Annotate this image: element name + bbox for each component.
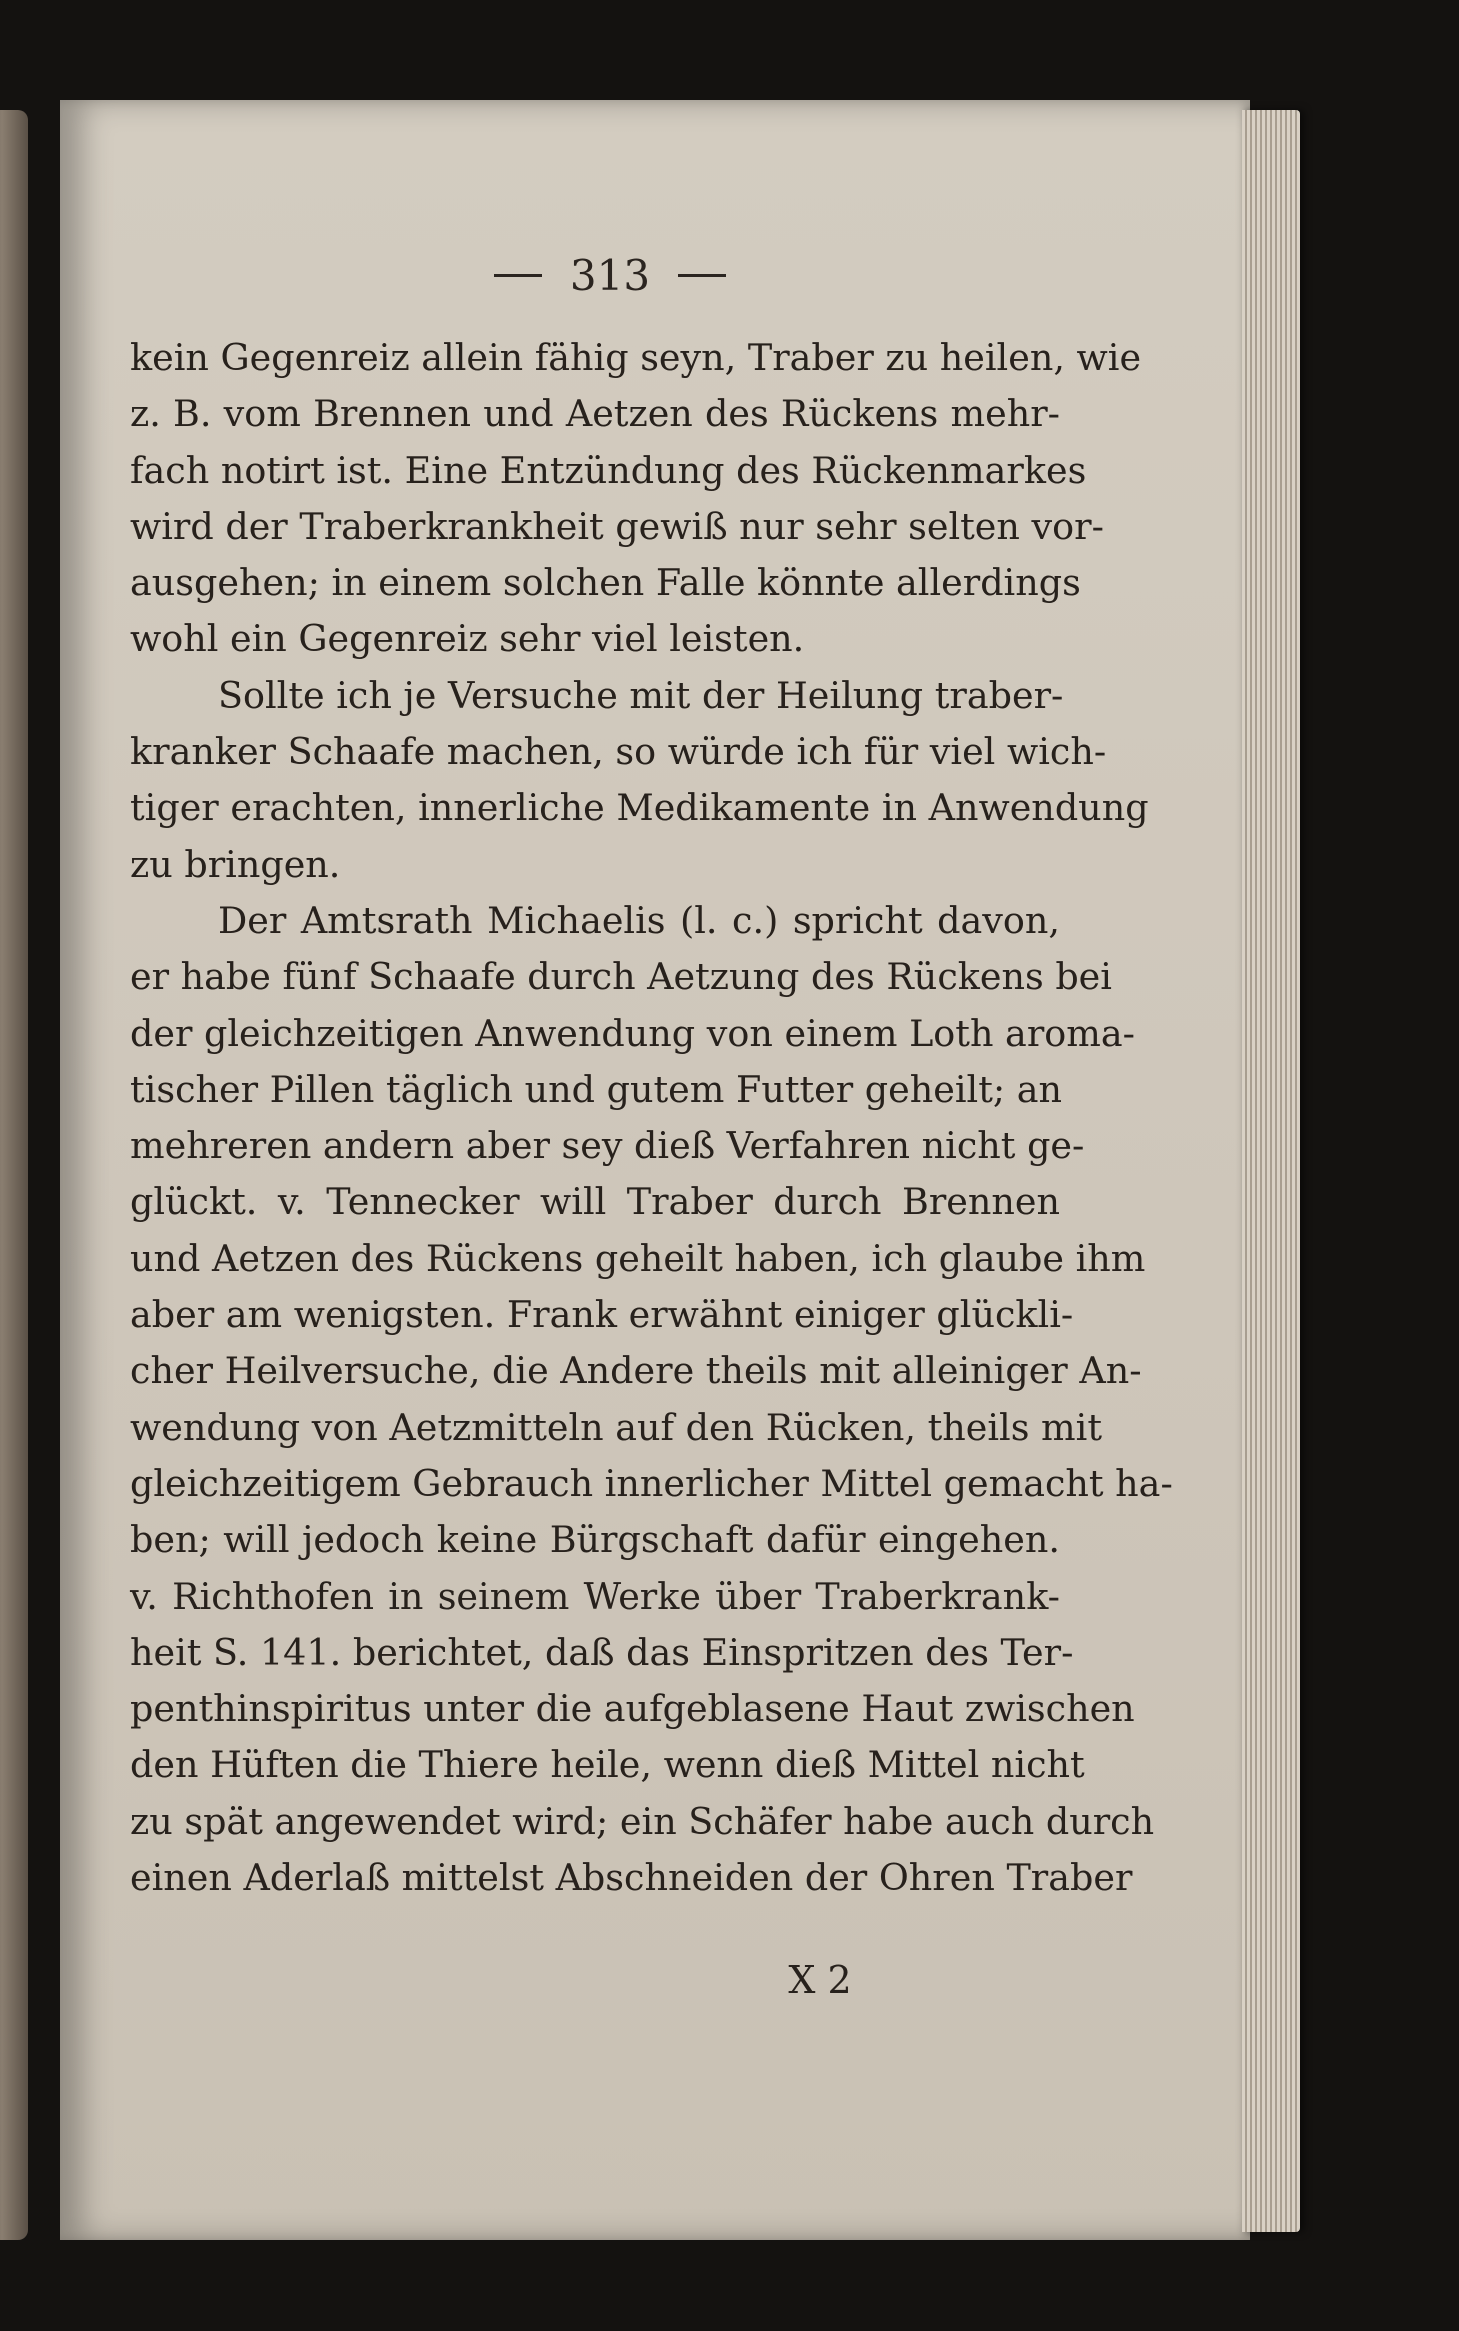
text-line: der gleichzeitigen Anwendung von einem Loth aroma-	[130, 1011, 1135, 1055]
text-line: den Hüften die Thiere heile, wenn dieß Mittel nicht	[130, 1743, 1085, 1787]
text-line: tischer Pillen täglich und gutem Futter geheilt; an	[130, 1067, 1063, 1111]
page-header	[460, 245, 760, 305]
header-dash-left	[494, 274, 542, 277]
page-stack-edge	[1242, 110, 1300, 2232]
text-line: kein Gegenreiz allein fähig seyn, Traber zu heilen, wie	[130, 336, 1142, 379]
text-line: zu bringen.	[130, 842, 341, 886]
text-line: kranker Schaafe machen, so würde ich für viel wich-	[130, 730, 1107, 774]
text-line: z. B. vom Brennen und Aetzen des Rückens mehr-	[130, 392, 1060, 436]
body-text	[130, 330, 1173, 1906]
text-line: gleichzeitigem Gebrauch innerlicher Mittel gemacht ha-	[130, 1461, 1173, 1505]
text-line: wendung von Aetzmitteln auf den Rücken, theils mit	[130, 1405, 1102, 1449]
text-line: wird der Traberkrankheit gewiß nur sehr selten vor-	[130, 504, 1104, 548]
text-line: einen Aderlaß mittelst Abschneiden der Ohren Traber	[130, 1856, 1133, 1900]
text-line: v. Richthofen in seinem Werke über Traberkrank-	[130, 1574, 1060, 1618]
text-line: ben; will jedoch keine Bürgschaft dafür eingehen.	[130, 1518, 1060, 1562]
text-line: wohl ein Gegenreiz sehr viel leisten.	[130, 617, 805, 661]
text-line: und Aetzen des Rückens geheilt haben, ich glaube ihm	[130, 1236, 1146, 1280]
text-line: ausgehen; in einem solchen Falle könnte allerdings	[130, 561, 1081, 605]
text-line: er habe fünf Schaafe durch Aetzung des Rückens bei	[130, 955, 1112, 999]
text-line: glückt. v. Tennecker will Traber durch Brennen	[130, 1180, 1060, 1224]
text-line: Der Amtsrath Michaelis (l. c.) spricht davon,	[218, 898, 1060, 942]
signature-mark: X 2	[788, 1958, 852, 2002]
header-dash-right	[678, 274, 726, 277]
text-line: aber am wenigsten. Frank erwähnt einiger glückli-	[130, 1293, 1074, 1337]
text-line: zu spät angewendet wird; ein Schäfer habe auch durch	[130, 1799, 1155, 1843]
text-line: tiger erachten, innerliche Medikamente in Anwendung	[130, 786, 1149, 830]
text-line: cher Heilversuche, die Andere theils mit alleiniger An-	[130, 1349, 1142, 1393]
text-line: mehreren andern aber sey dieß Verfahren nicht ge-	[130, 1124, 1085, 1168]
text-line: fach notirt ist. Eine Entzündung des Rückenmarkes	[130, 448, 1087, 492]
text-line: Sollte ich je Versuche mit der Heilung traber-	[218, 673, 1064, 717]
page-number: 313	[569, 250, 651, 300]
text-line: penthinspiritus unter die aufgeblasene Haut zwischen	[130, 1687, 1135, 1731]
text-line: heit S. 141. berichtet, daß das Einspritzen des Ter-	[130, 1630, 1074, 1674]
left-page-edge	[0, 110, 28, 2240]
